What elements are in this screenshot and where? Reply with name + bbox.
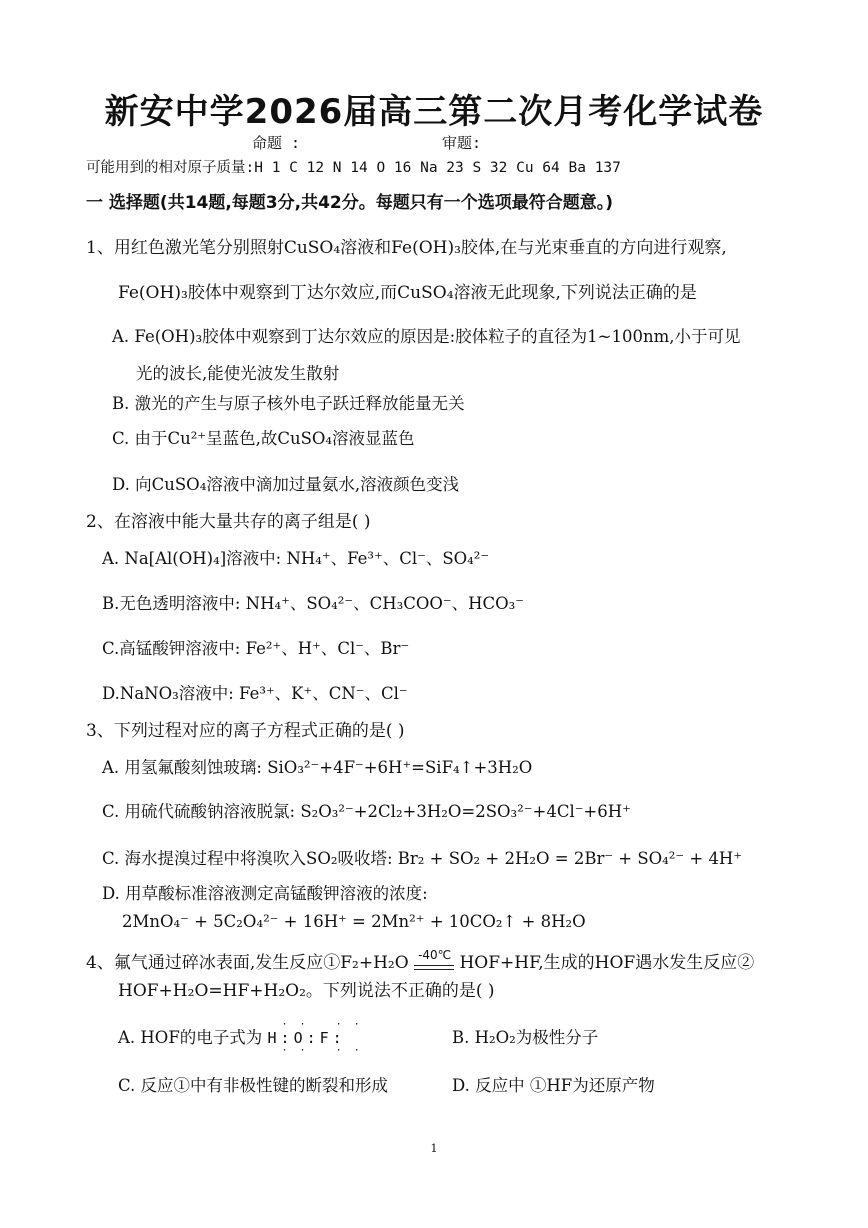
lewis-structure-hof	[267, 1019, 372, 1056]
q2-option-a: A. Na[Al(OH)₄]溶液中: NH₄⁺、Fe³⁺、Cl⁻、SO₄²⁻	[102, 549, 490, 568]
q2-option-b: B.无色透明溶液中: NH₄⁺、SO₄²⁻、CH₃COO⁻、HCO₃⁻	[102, 594, 524, 613]
proposer-label: 命题 :	[252, 134, 301, 152]
q2-option-c: C.高锰酸钾溶液中: Fe²⁺、H⁺、Cl⁻、Br⁻	[102, 639, 410, 658]
q4-stem-line1	[86, 948, 754, 974]
q3-option-d-equation: 2MnO₄⁻ + 5C₂O₄²⁻ + 16H⁺ = 2Mn²⁺ + 10CO₂↑ + 8H₂O	[122, 912, 586, 931]
page-number: 1	[430, 1142, 438, 1155]
section-heading: 一 选择题(共14题,每题3分,共42分。每题只有一个选项最符合题意。)	[86, 193, 614, 213]
q4-stem-part-a: 4、氟气通过碎冰表面,发生反应①F₂+H₂O	[86, 953, 409, 973]
q4-option-a	[118, 1019, 372, 1056]
q4-stem-part-b: HOF+HF,生成的HOF遇水发生反应②	[459, 953, 755, 973]
q2-stem: 2、在溶液中能大量共存的离子组是( )	[86, 512, 371, 532]
q3-option-d-line1: D. 用草酸标准溶液测定高锰酸钾溶液的浓度:	[102, 884, 428, 903]
q1-stem-line2: Fe(OH)₃胶体中观察到丁达尔效应,而CuSO₄溶液无此现象,下列说法正确的是	[118, 283, 697, 303]
q1-option-d: D. 向CuSO₄溶液中滴加过量氨水,溶液颜色变浅	[112, 475, 460, 494]
q4-option-a-text: A. HOF的电子式为	[118, 1028, 263, 1047]
q1-option-a-line1: A. Fe(OH)₃胶体中观察到丁达尔效应的原因是:胶体粒子的直径为1~100nm,小于可见	[112, 327, 741, 346]
q3-option-c1: C. 用硫代硫酸钠溶液脱氯: S₂O₃²⁻+2Cl₂+3H₂O=2SO₃²⁻+4Cl⁻+6H⁺	[102, 802, 631, 821]
q4-option-d: D. 反应中 ①HF为还原产物	[452, 1076, 655, 1095]
q4-option-c: C. 反应①中有非极性键的断裂和形成	[118, 1076, 389, 1095]
q4-option-b: B. H₂O₂为极性分子	[452, 1028, 599, 1047]
q3-stem: 3、下列过程对应的离子方程式正确的是( )	[86, 721, 405, 741]
q1-option-c: C. 由于Cu²⁺呈蓝色,故CuSO₄溶液显蓝色	[112, 429, 415, 448]
q1-option-a-line2: 光的波长,能使光波发生散射	[136, 364, 340, 383]
page-title: 新安中学2026届高三第二次月考化学试卷	[104, 92, 764, 132]
atomic-masses: 可能用到的相对原子质量:H 1 C 12 N 14 O 16 Na 23 S 32 Cu 64 Ba 137	[86, 160, 621, 176]
q1-option-b: B. 激光的产生与原子核外电子跃迁释放能量无关	[112, 394, 465, 413]
reviewer-label: 审题:	[442, 134, 482, 152]
q3-option-c2: C. 海水提溴过程中将溴吹入SO₂吸收塔: Br₂ + SO₂ + 2H₂O = 2Br⁻ + SO₄²⁻ + 4H⁺	[102, 849, 743, 868]
q4-stem-line2: HOF+H₂O=HF+H₂O₂。下列说法不正确的是( )	[118, 981, 495, 1001]
reaction-condition-arrow	[414, 947, 454, 974]
lewis-bottom-dots: ·· ··	[281, 1045, 372, 1056]
q3-option-a: A. 用氢氟酸刻蚀玻璃: SiO₃²⁻+4F⁻+6H⁺=SiF₄↑+3H₂O	[102, 758, 533, 777]
lewis-top-dots: ·· ··	[281, 1019, 372, 1030]
q1-stem-line1: 1、用红色激光笔分别照射CuSO₄溶液和Fe(OH)₃胶体,在与光束垂直的方向进行观察,	[86, 238, 727, 258]
lewis-formula: H:O:F:	[267, 1029, 346, 1047]
q2-option-d: D.NaNO₃溶液中: Fe³⁺、K⁺、CN⁻、Cl⁻	[102, 684, 408, 703]
reaction-condition-temperature: -40℃	[418, 947, 452, 962]
